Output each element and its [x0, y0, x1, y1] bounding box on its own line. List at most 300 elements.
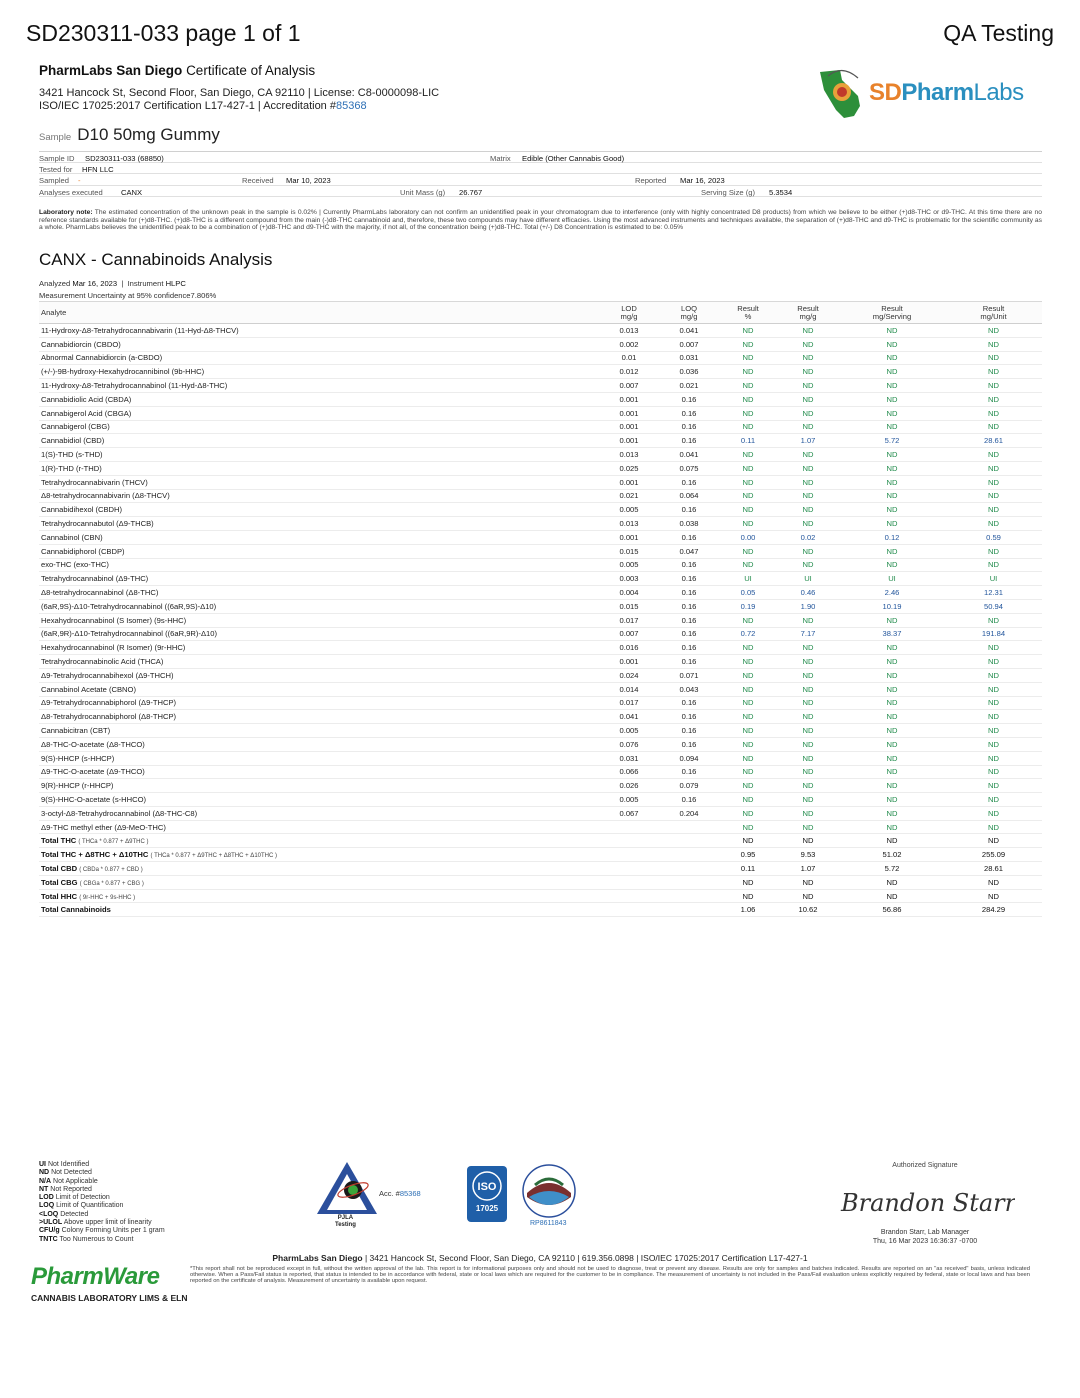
total-value: ND [945, 889, 1042, 903]
analyte-name: Δ9-THC-O-acetate (Δ9-THCO) [39, 765, 599, 779]
result-value: ND [945, 696, 1042, 710]
total-label: Total THC [41, 836, 77, 846]
header-line-2: mg/Serving [872, 311, 912, 321]
lab-address [39, 87, 439, 113]
table-row [39, 793, 1042, 807]
legend-item [39, 1161, 165, 1169]
analyte-name: 9(R)-HHCP (r-HHCP) [39, 779, 599, 793]
lod-value: 0.031 [599, 751, 659, 765]
result-value: ND [839, 420, 945, 434]
sample-id-value: SD230311-033 (68850) [85, 154, 164, 163]
meta-row [39, 163, 1042, 175]
empty-cell [599, 889, 659, 903]
total-formula: ( CBGa * 0.877 + CBG ) [79, 880, 144, 887]
cannabinoids-results-table [39, 301, 1042, 917]
header-line-1: Result [737, 303, 759, 313]
result-value: ND [777, 448, 839, 462]
result-value: ND [945, 461, 1042, 475]
table-row [39, 599, 1042, 613]
total-value: ND [945, 875, 1042, 889]
result-value: ND [777, 655, 839, 669]
table-row [39, 779, 1042, 793]
analyte-name: Tetrahydrocannabinol (Δ9-THC) [39, 572, 599, 586]
result-value: ND [719, 724, 777, 738]
result-value: ND [719, 324, 777, 338]
analyte-name: exo-THC (exo-THC) [39, 558, 599, 572]
pharmware-wordmark: PharmWare [31, 1263, 160, 1290]
total-name [39, 862, 599, 876]
loq-value: 0.041 [659, 324, 719, 338]
loq-value: 0.16 [659, 599, 719, 613]
result-value: ND [719, 682, 777, 696]
sample-id-label: Sample ID [39, 154, 75, 163]
result-value: 0.72 [719, 627, 777, 641]
analyte-name: Δ9-Tetrahydrocannabiphorol (Δ9-THCP) [39, 696, 599, 710]
header-line-2: % [744, 311, 752, 321]
loq-value: 0.16 [659, 793, 719, 807]
lod-value: 0.015 [599, 599, 659, 613]
loq-value: 0.036 [659, 365, 719, 379]
lod-value: 0.001 [599, 420, 659, 434]
sample-name: D10 50mg Gummy [77, 125, 220, 144]
legend-text: Not Applicable [53, 1177, 98, 1185]
result-value: ND [839, 448, 945, 462]
empty-cell [599, 848, 659, 862]
pjla-triangle-icon [315, 1160, 379, 1216]
result-value: ND [777, 737, 839, 751]
column-header [777, 302, 839, 324]
total-value: ND [777, 875, 839, 889]
empty-cell [599, 862, 659, 876]
result-value: ND [777, 613, 839, 627]
empty-cell [599, 834, 659, 848]
legend-text: Not Reported [50, 1185, 92, 1193]
table-row [39, 655, 1042, 669]
header-line-1: LOD [621, 303, 637, 313]
result-value: 0.11 [719, 434, 777, 448]
legend-item [39, 1211, 165, 1219]
table-row [39, 668, 1042, 682]
lab-address-line2 [39, 100, 439, 113]
analyte-name: Cannabigerol Acid (CBGA) [39, 406, 599, 420]
loq-value [659, 820, 719, 834]
total-value: ND [777, 889, 839, 903]
column-header [839, 302, 945, 324]
analyte-name: Abnormal Cannabidiorcin (a-CBDO) [39, 351, 599, 365]
empty-cell [659, 862, 719, 876]
result-value: ND [945, 793, 1042, 807]
result-value: ND [839, 406, 945, 420]
result-value: 28.61 [945, 434, 1042, 448]
result-value: ND [777, 517, 839, 531]
lod-value: 0.01 [599, 351, 659, 365]
loq-value: 0.16 [659, 420, 719, 434]
analyte-name: Cannabidiol (CBD) [39, 434, 599, 448]
pjla-acc-number[interactable]: 85368 [399, 1189, 421, 1198]
result-value: ND [839, 392, 945, 406]
lab-title [39, 63, 439, 78]
pjla-acc-prefix: Acc. # [379, 1189, 400, 1198]
result-value: ND [719, 392, 777, 406]
result-value: ND [839, 351, 945, 365]
table-row [39, 544, 1042, 558]
result-value: ND [719, 765, 777, 779]
total-value: 1.06 [719, 903, 777, 917]
total-name [39, 875, 599, 889]
table-row [39, 572, 1042, 586]
result-value: ND [839, 503, 945, 517]
analyte-name: 11-Hydroxy-Δ8-Tetrahydrocannabivarin (11-Hyd-Δ8-THCV) [39, 324, 599, 338]
table-row [39, 530, 1042, 544]
result-value: 0.12 [839, 530, 945, 544]
result-value: ND [945, 544, 1042, 558]
legend-abbr: LOD [39, 1194, 54, 1202]
page-header [26, 20, 1054, 47]
analyte-name: Δ8-tetrahydrocannabivarin (Δ8-THCV) [39, 489, 599, 503]
lod-value: 0.015 [599, 544, 659, 558]
analyzed-label: Analyzed [39, 279, 71, 288]
result-value: ND [719, 641, 777, 655]
legend-abbr: NT [39, 1185, 49, 1193]
result-value: ND [839, 779, 945, 793]
total-formula: ( CBDa * 0.877 + CBD ) [79, 866, 143, 873]
result-value: 0.46 [777, 586, 839, 600]
table-row [39, 586, 1042, 600]
loq-value: 0.16 [659, 655, 719, 669]
result-value: ND [719, 475, 777, 489]
result-value: ND [777, 641, 839, 655]
total-value: 51.02 [839, 848, 945, 862]
column-header-analyte [39, 302, 599, 324]
lod-value: 0.013 [599, 324, 659, 338]
total-value: ND [719, 889, 777, 903]
logo-labs: Labs [973, 79, 1024, 106]
analyte-name: Cannabinol (CBN) [39, 530, 599, 544]
header-line-2: mg/Unit [980, 311, 1007, 321]
table-row [39, 503, 1042, 517]
pharmware-logo [29, 1263, 188, 1307]
analyte-name: 3-octyl-Δ8-Tetrahydrocannabinol (Δ8-THC-C8) [39, 806, 599, 820]
empty-cell [659, 875, 719, 889]
loq-value: 0.031 [659, 351, 719, 365]
pjla-label [335, 1215, 356, 1228]
lod-value: 0.017 [599, 613, 659, 627]
result-value: 191.84 [945, 627, 1042, 641]
certificate-type: Certificate of Analysis [186, 63, 316, 78]
result-value: ND [777, 475, 839, 489]
table-row [39, 337, 1042, 351]
result-value: ND [719, 806, 777, 820]
loq-value: 0.16 [659, 530, 719, 544]
analyte-name: Hexahydrocannabinol (S Isomer) (9s-HHC) [39, 613, 599, 627]
analyte-name: Hexahydrocannabinol (R Isomer) (9r-HHC) [39, 641, 599, 655]
lod-value: 0.001 [599, 530, 659, 544]
total-value: ND [719, 875, 777, 889]
result-value: ND [945, 558, 1042, 572]
lod-value: 0.026 [599, 779, 659, 793]
result-value: UI [945, 572, 1042, 586]
total-name [39, 903, 599, 917]
lod-value: 0.066 [599, 765, 659, 779]
iso-text: ISO [477, 1181, 497, 1193]
result-value: ND [945, 324, 1042, 338]
loq-value: 0.16 [659, 434, 719, 448]
instrument-label: Instrument [127, 279, 164, 288]
legend-item [39, 1169, 165, 1177]
table-row [39, 420, 1042, 434]
result-value: ND [839, 793, 945, 807]
result-value: ND [839, 613, 945, 627]
total-value: ND [945, 834, 1042, 848]
result-value: ND [945, 751, 1042, 765]
analysis-title: CANX - Cannabinoids Analysis [39, 250, 273, 269]
result-value: ND [719, 406, 777, 420]
total-value: 5.72 [839, 862, 945, 876]
total-label: Total CBD [41, 863, 78, 873]
result-value: ND [839, 710, 945, 724]
analysis-info-line [39, 278, 216, 290]
sampled-label: Sampled [39, 176, 69, 186]
total-value: 9.53 [777, 848, 839, 862]
legend-item [39, 1219, 165, 1227]
result-value: 1.90 [777, 599, 839, 613]
result-value: ND [945, 517, 1042, 531]
table-row [39, 392, 1042, 406]
loq-value: 0.16 [659, 406, 719, 420]
result-value: ND [945, 682, 1042, 696]
result-value: ND [719, 517, 777, 531]
result-value: ND [945, 820, 1042, 834]
loq-value: 0.047 [659, 544, 719, 558]
loq-value: 0.075 [659, 461, 719, 475]
analyte-name: Cannabidihexol (CBDH) [39, 503, 599, 517]
loq-value: 0.094 [659, 751, 719, 765]
result-value: ND [719, 696, 777, 710]
result-value: UI [777, 572, 839, 586]
loq-value: 0.16 [659, 503, 719, 517]
lod-value: 0.005 [599, 558, 659, 572]
total-value: ND [839, 875, 945, 889]
result-value: ND [945, 489, 1042, 503]
loq-value: 0.16 [659, 627, 719, 641]
legend-text: Detected [60, 1210, 89, 1218]
legend-item [39, 1227, 165, 1235]
result-value: ND [719, 461, 777, 475]
legend-item [39, 1186, 165, 1194]
lod-value: 0.041 [599, 710, 659, 724]
table-header-row [39, 302, 1042, 324]
lod-value: 0.021 [599, 489, 659, 503]
result-value: ND [945, 724, 1042, 738]
result-value: ND [945, 641, 1042, 655]
total-value: 0.95 [719, 848, 777, 862]
legend-text: Not Detected [51, 1169, 92, 1177]
lod-value: 0.002 [599, 337, 659, 351]
result-value: 0.02 [777, 530, 839, 544]
total-value: 255.09 [945, 848, 1042, 862]
empty-cell [599, 903, 659, 917]
total-label: Total THC + Δ8THC + Δ10THC [41, 850, 149, 860]
footer-contact-line [0, 1253, 1080, 1263]
sdpharmlabs-logo [814, 66, 1044, 122]
lod-value: 0.017 [599, 696, 659, 710]
analyses-label: Analyses executed [39, 187, 103, 197]
pjla-label-2: Testing [335, 1221, 356, 1228]
result-value: ND [945, 806, 1042, 820]
table-row [39, 765, 1042, 779]
result-value: ND [839, 696, 945, 710]
loq-value: 0.079 [659, 779, 719, 793]
document-id: SD230311-033 page 1 of 1 [26, 20, 301, 46]
analyte-name: Tetrahydrocannabutol (Δ9-THCB) [39, 517, 599, 531]
sample-heading [39, 125, 220, 145]
table-row [39, 696, 1042, 710]
header-line-2: mg/g [620, 311, 638, 321]
result-value: ND [777, 544, 839, 558]
result-value: ND [777, 751, 839, 765]
result-value: ND [945, 737, 1042, 751]
analyte-name: Cannabicitran (CBT) [39, 724, 599, 738]
total-value: 56.86 [839, 903, 945, 917]
result-value: ND [945, 765, 1042, 779]
loq-value: 0.16 [659, 765, 719, 779]
table-row [39, 379, 1042, 393]
signature-script: Brandon Starr [841, 1189, 1015, 1217]
analysis-metadata [39, 278, 216, 301]
analyses-value: CANX [121, 187, 143, 197]
result-value: 0.05 [719, 586, 777, 600]
footer-address: | 3421 Hancock St, Second Floor, San Diego, CA 92110 | 619.356.0898 | ISO/IEC 17025:2017 Certification L17-427-1 [362, 1253, 808, 1263]
loq-value: 0.16 [659, 558, 719, 572]
total-name [39, 848, 599, 862]
total-row [39, 875, 1042, 889]
result-value: ND [945, 475, 1042, 489]
result-value: ND [719, 337, 777, 351]
lod-value: 0.007 [599, 379, 659, 393]
lod-value: 0.012 [599, 365, 659, 379]
signer-name-title: Brandon Starr, Lab Manager [880, 1229, 970, 1236]
result-value: ND [719, 613, 777, 627]
lod-value: 0.005 [599, 503, 659, 517]
lab-note-text: The estimated concentration of the unknown peak in the sample is 0.02% | Currently PharmLabs laboratory can not confirm an unidentified peak in your chromatogram due to interference (only with highly concentrated D8 products) from which we believe to be either (+)d8-THC or d9-THC. At this time there are no reference standards available for (+)d8-THC. (+)d8-THC is a different compound from the main (-)d8-THC cannabinoid and, therefore, these two compounds may have different efficacies. Using the most advanced instruments and techniques available, the separation of (+)d8-THC and d9-THC is problematic for the scientific community as a whole. PharmLabs believes the unidentified peak to be a combination of (+)d8-THC and d9-THC with the majority, if not all, of the concentration being (+)d8-THC. Total (+/-) D8 Concentration is estimated to be: 0.05% [39, 209, 1042, 232]
instrument-value: HLPC [165, 279, 186, 288]
legend-abbr: ND [39, 1169, 50, 1177]
sample-metadata [39, 151, 1042, 197]
legend-item [39, 1236, 165, 1244]
logo-sd: SD [869, 79, 902, 106]
result-value: ND [945, 613, 1042, 627]
signature-image [830, 1181, 1020, 1221]
result-value: 12.31 [945, 586, 1042, 600]
result-value: ND [839, 324, 945, 338]
matrix-value: Edible (Other Cannabis Good) [522, 154, 625, 163]
result-value: ND [777, 668, 839, 682]
analyte-name: Cannabinol Acetate (CBNO) [39, 682, 599, 696]
result-value: ND [945, 351, 1042, 365]
header-line-1: Result [797, 303, 819, 313]
result-value: ND [839, 641, 945, 655]
loq-value: 0.16 [659, 572, 719, 586]
result-value: ND [839, 379, 945, 393]
result-value: ND [839, 737, 945, 751]
result-value: ND [719, 558, 777, 572]
analyzed-date: Mar 16, 2023 [72, 279, 118, 288]
result-value: ND [777, 503, 839, 517]
analyte-name: Tetrahydrocannabinolic Acid (THCA) [39, 655, 599, 669]
table-row [39, 365, 1042, 379]
legend-abbr: >ULOL [39, 1219, 63, 1227]
received-value: Mar 10, 2023 [286, 176, 331, 186]
serving-size-value: 5.3534 [769, 187, 793, 197]
table-row [39, 461, 1042, 475]
legend-text: Above upper limit of linearity [63, 1219, 152, 1227]
analyte-name: 9(S)-HHC-O-acetate (s-HHCO) [39, 793, 599, 807]
total-row [39, 862, 1042, 876]
dea-seal-icon [521, 1163, 577, 1219]
loq-value: 0.007 [659, 337, 719, 351]
result-value: ND [839, 751, 945, 765]
analyte-name: Δ8-THC-O-acetate (Δ8-THCO) [39, 737, 599, 751]
matrix-label: Matrix [490, 154, 511, 163]
table-row [39, 448, 1042, 462]
result-value: ND [719, 751, 777, 765]
analyte-name: Δ9-THC methyl ether (Δ9-MeO-THC) [39, 820, 599, 834]
loq-value: 0.043 [659, 682, 719, 696]
analyte-name: Cannabidiolic Acid (CBDA) [39, 392, 599, 406]
total-value: 1.07 [777, 862, 839, 876]
analyte-name: Tetrahydrocannabivarin (THCV) [39, 475, 599, 489]
analyte-name: Cannabigerol (CBG) [39, 420, 599, 434]
lod-value: 0.013 [599, 448, 659, 462]
result-value: 0.19 [719, 599, 777, 613]
loq-value: 0.16 [659, 475, 719, 489]
result-value: 38.37 [839, 627, 945, 641]
lod-value: 0.003 [599, 572, 659, 586]
result-value: ND [719, 737, 777, 751]
legend-item [39, 1178, 165, 1186]
table-row [39, 806, 1042, 820]
meta-row [39, 186, 1042, 198]
accreditation-link[interactable]: 85368 [335, 100, 367, 112]
result-value: ND [839, 668, 945, 682]
total-formula: ( 9r-HHC + 9s-HHC ) [79, 894, 136, 901]
table-row [39, 682, 1042, 696]
table-row [39, 489, 1042, 503]
result-value: 10.19 [839, 599, 945, 613]
lod-value: 0.004 [599, 586, 659, 600]
column-header [719, 302, 777, 324]
total-value: 0.11 [719, 862, 777, 876]
result-value: ND [839, 337, 945, 351]
legend-text: Limit of Detection [55, 1194, 110, 1202]
result-value: ND [719, 379, 777, 393]
result-value: ND [839, 461, 945, 475]
result-value: ND [945, 668, 1042, 682]
loq-value: 0.16 [659, 586, 719, 600]
loq-value: 0.16 [659, 737, 719, 751]
loq-value: 0.16 [659, 710, 719, 724]
analyte-name: Cannabidiorcin (CBDO) [39, 337, 599, 351]
result-value: 0.59 [945, 530, 1042, 544]
result-value: ND [777, 820, 839, 834]
result-value: ND [777, 379, 839, 393]
result-value: ND [719, 489, 777, 503]
result-value: ND [777, 365, 839, 379]
lod-value: 0.005 [599, 793, 659, 807]
legend-item [39, 1202, 165, 1210]
loq-value: 0.041 [659, 448, 719, 462]
loq-value: 0.021 [659, 379, 719, 393]
